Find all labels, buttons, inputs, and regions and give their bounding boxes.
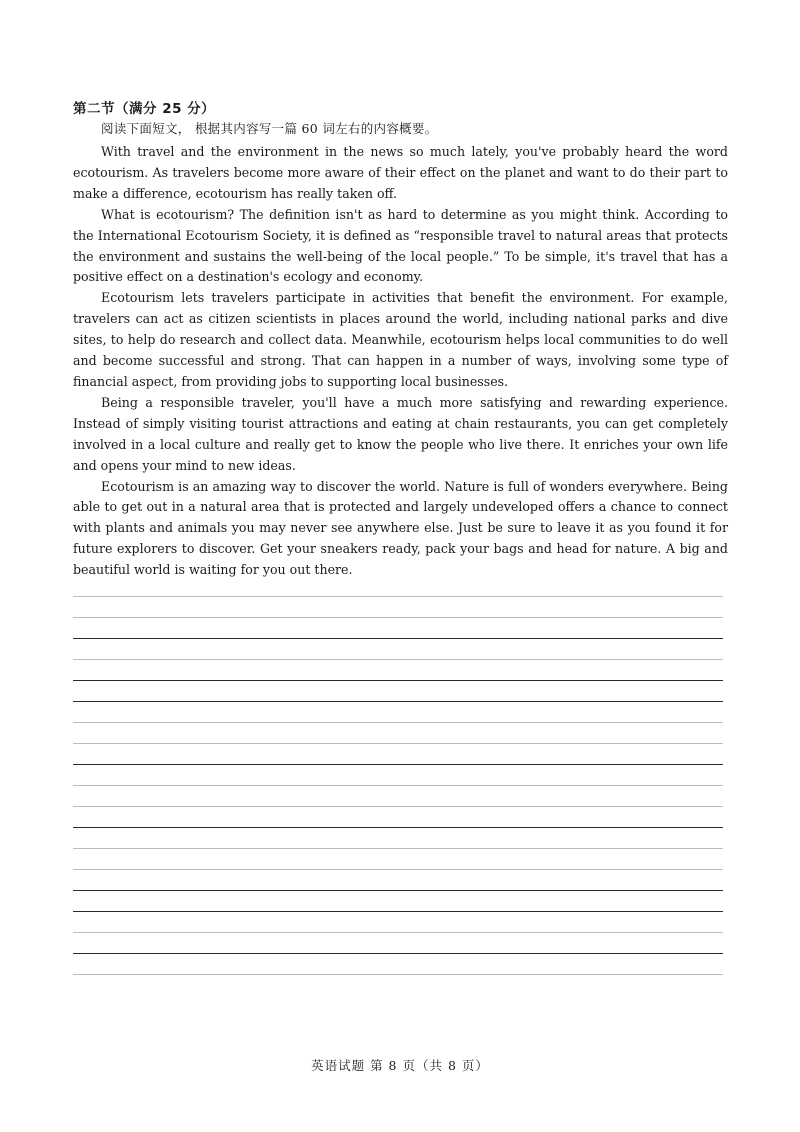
writing-line <box>73 828 723 849</box>
writing-line <box>73 954 723 975</box>
writing-line <box>73 681 723 702</box>
reading-passage <box>73 142 728 581</box>
writing-line <box>73 891 723 912</box>
passage-paragraph-4: Being a responsible traveler, you'll have a much more satisfying and rewarding experience. Instead of simply visiting tourist attractions and eating at chain restaurants, you can get completely involved in a local culture and really get to know the people who live there. It enriches your own life and opens your mind to new ideas. <box>73 394 728 473</box>
writing-line <box>73 744 723 765</box>
writing-line <box>73 576 723 597</box>
writing-line <box>73 618 723 639</box>
writing-line <box>73 849 723 870</box>
section-title: 第二节（满分 25 分） <box>73 101 216 117</box>
passage-paragraph-1: With travel and the environment in the news so much lately, you've probably heard the word ecotourism. As travelers become more aware of their effect on the planet and want to do their part to make a difference, ecotourism has really taken off. <box>73 144 728 201</box>
passage-paragraph-5: Ecotourism is an amazing way to discover the world. Nature is full of wonders everywhere. Being able to get out in a natural area that is protected and largely undeveloped offers a chance to connect with plants and animals you may never see anywhere else. Just be sure to leave it as you found it for future explorers to discover. Get your sneakers ready, pack your bags and head for nature. A big and beautiful world is waiting for you out there. <box>73 478 728 578</box>
writing-line <box>73 639 723 660</box>
writing-line <box>73 807 723 828</box>
task-instruction: 阅读下面短文， 根据其内容写一篇 60 词左右的内容概要。 <box>101 121 438 136</box>
writing-line <box>73 702 723 723</box>
writing-line <box>73 912 723 933</box>
writing-line <box>73 786 723 807</box>
writing-line <box>73 765 723 786</box>
passage-paragraph-3: Ecotourism lets travelers participate in activities that benefit the environment. For example, travelers can act as citizen scientists in places around the world, including national parks and dive sites, to help do research and collect data. Meanwhile, ecotourism helps local communities to do well and become successful and strong. That can happen in a number of ways, involving some type of financial aspect, from providing jobs to supporting local businesses. <box>73 290 728 389</box>
writing-line <box>73 870 723 891</box>
writing-line <box>73 660 723 681</box>
page-footer: 英语试题 第 8 页（共 8 页） <box>311 1058 489 1073</box>
writing-line <box>73 933 723 954</box>
writing-line <box>73 723 723 744</box>
answer-writing-area[interactable] <box>73 576 723 975</box>
writing-line <box>73 597 723 618</box>
passage-paragraph-2: What is ecotourism? The definition isn't as hard to determine as you might think. According to the International Ecotourism Society, it is defined as “responsible travel to natural areas that protects the environment and sustains the well-being of the local people.” To be simple, it's travel that has a positive effect on a destination's ecology and economy. <box>73 206 728 285</box>
